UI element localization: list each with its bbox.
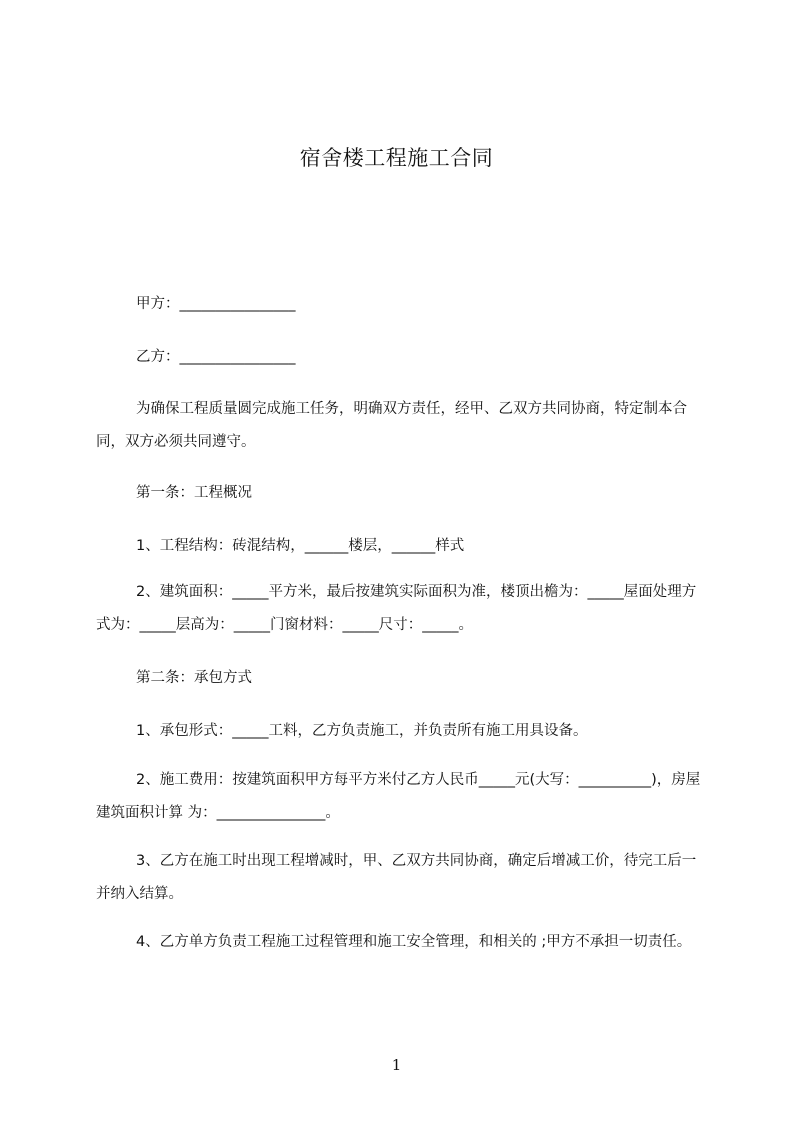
article-1-heading: 第一条：工程概况	[136, 485, 252, 501]
article-1-item-2: 2、建筑面积：_____平方米，最后按建筑实际面积为准，楼顶出檐为：_____屋面处理方式为：_____层高为：_____门窗材料：_____尺寸：_____。	[96, 584, 697, 633]
party-a-line: 甲方：________________	[136, 296, 296, 312]
page-number: 1	[391, 1056, 402, 1074]
article-2-item-2: 2、施工费用：按建筑面积甲方每平方米付乙方人民币_____元(大写：__________)，房屋建筑面积计算 为：_______________。	[96, 772, 701, 821]
document-title: 宿舍楼工程施工合同	[299, 146, 494, 170]
article-2-item-1: 1、承包形式：_____工料，乙方负责施工，并负责所有施工用具设备。	[136, 723, 588, 739]
article-2-item-4: 4、乙方单方负责工程施工过程管理和施工安全管理，和相关的 ;甲方不承担一切责任。	[136, 934, 692, 950]
party-b-line: 乙方：________________	[136, 349, 296, 365]
article-2-heading: 第二条：承包方式	[136, 670, 252, 686]
article-2-item-3: 3、乙方在施工时出现工程增减时，甲、乙双方共同协商，确定后增减工价，待完工后一并纳入结算。	[96, 853, 697, 902]
article-1-item-1: 1、工程结构：砖混结构，______楼层，______样式	[136, 538, 465, 554]
preamble-paragraph: 为确保工程质量圆完成施工任务，明确双方责任，经甲、乙双方共同协商，特定制本合同，双方必须共同遵守。	[96, 401, 687, 450]
